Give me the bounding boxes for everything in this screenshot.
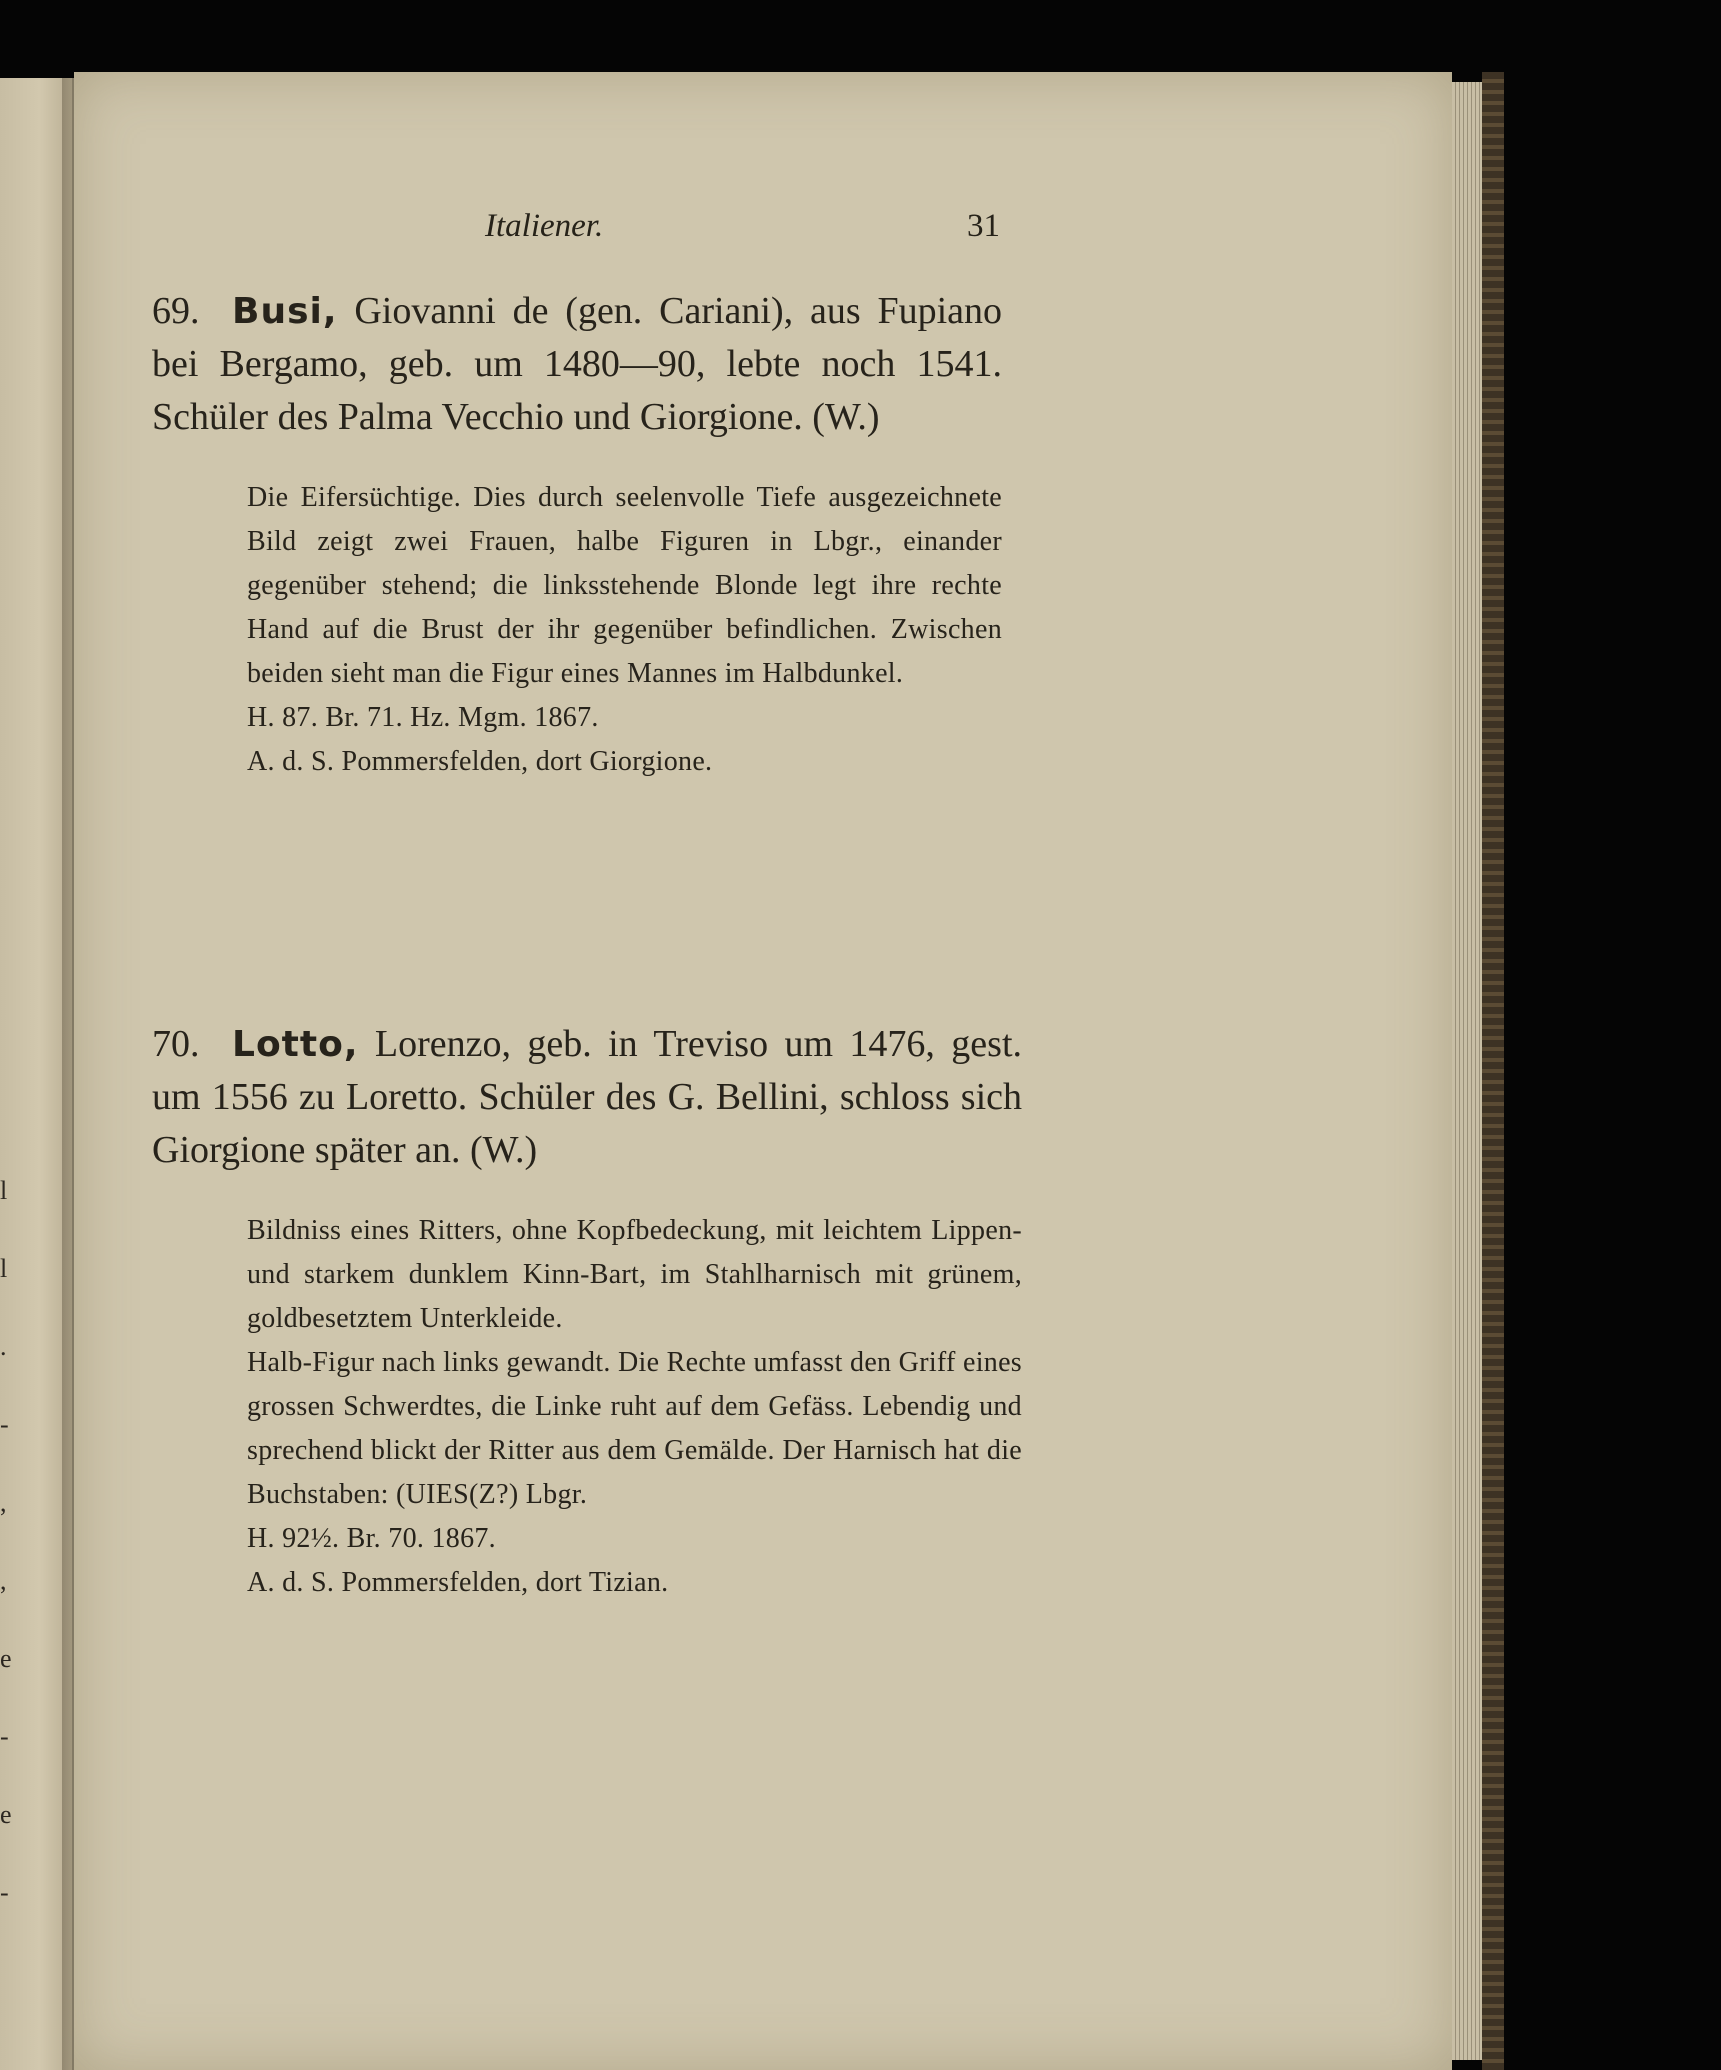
description-text: Halb-Figur nach links gewandt. Die Rechte umfasst den Griff eines grossen Schwerdtes, die Linke ruht auf dem Gefäss. Lebendig und sprechend blickt der Ritter aus dem Gemälde. Der Harnisch hat die Buchstaben: (UIES(Z?) Lbgr. bbox=[247, 1347, 1022, 1510]
description-text: Bildniss eines Ritters, ohne Kopfbedeckung, mit leichtem Lippen- und starkem dunklem Kinn-Bart, im Stahlharnisch mit grünem, goldbesetztem Unterkleide. bbox=[247, 1215, 1022, 1334]
entry-description bbox=[247, 476, 1002, 696]
entry-number: 69. bbox=[152, 290, 200, 332]
entry-heading bbox=[152, 1018, 1022, 1177]
fragment: , bbox=[0, 1488, 7, 1517]
cover-edge bbox=[1482, 72, 1504, 2070]
catalog-entry-69 bbox=[152, 285, 1002, 784]
description-text: Die Eifersüchtige. Dies durch seelenvolle Tiefe ausgezeichnete Bild zeigt zwei Frauen, halbe Figuren in Lbgr., einander gegenüber stehend; die linksstehende Blonde legt ihre rechte Hand auf die Brust der ihr gegenüber befindlichen. Zwischen beiden sieht man die Figur eines Mannes im Halbdunkel. bbox=[247, 482, 1002, 689]
fragment: - bbox=[0, 1878, 9, 1907]
entry-description bbox=[247, 1209, 1022, 1517]
fragment: e bbox=[0, 1644, 12, 1673]
measurements: H. 92½. Br. 70. 1867. bbox=[247, 1523, 496, 1554]
entry-number: 70. bbox=[152, 1023, 200, 1065]
fragment: l bbox=[0, 1254, 8, 1283]
measurements: H. 87. Br. 71. Hz. Mgm. 1867. bbox=[247, 702, 599, 733]
fragment: . bbox=[0, 1332, 7, 1361]
running-title: Italiener. bbox=[485, 208, 604, 244]
provenance: A. d. S. Pommersfelden, dort Giorgione. bbox=[247, 746, 713, 777]
entry-heading bbox=[152, 285, 1002, 444]
page-number: 31 bbox=[967, 208, 1000, 244]
provenance: A. d. S. Pommersfelden, dort Tizian. bbox=[247, 1567, 669, 1598]
artist-biography: Lorenzo, geb. in Treviso um 1476, gest. um 1556 zu Loretto. Schüler des G. Bellini, schloss sich Giorgione später an. (W.) bbox=[152, 1023, 1023, 1171]
running-head bbox=[485, 208, 1000, 258]
artist-biography: Giovanni de (gen. Cariani), aus Fupiano bei Bergamo, geb. um 1480—90, lebte noch 1541. Schüler des Palma Vecchio und Giorgione. (W.) bbox=[152, 290, 1002, 438]
left-page-fragments bbox=[0, 1152, 20, 1907]
catalog-entry-70 bbox=[152, 1018, 1022, 1605]
fragment: , bbox=[0, 1566, 7, 1595]
fragment: - bbox=[0, 1722, 9, 1751]
fragment: - bbox=[0, 1410, 9, 1439]
artist-name: Lotto, bbox=[232, 1024, 359, 1065]
fragment: l bbox=[0, 1176, 8, 1205]
artist-name: Busi, bbox=[232, 291, 338, 332]
fragment: e bbox=[0, 1800, 12, 1829]
